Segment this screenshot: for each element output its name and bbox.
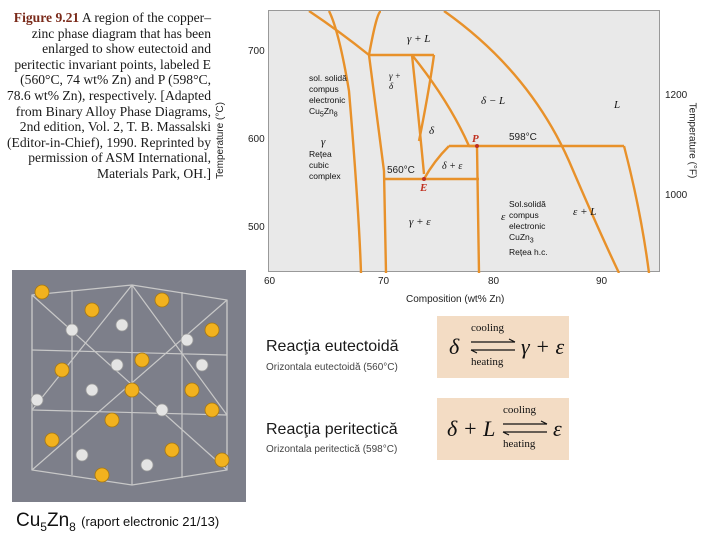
y-tick-600: 600 [248,134,265,145]
eutectoid-heating: heating [471,356,504,368]
gamma-liquidus-line [309,11,369,55]
eutectoid-left: δ [449,334,460,359]
peritectic-heating: heating [503,438,536,450]
caption-text: A region of the copper–zinc phase diagram that has been enlarged to show eutectoid and peritectic invariant points, labeled E (560°C, 74 wt% Zn) and P (598°C, 78.6 wt% Zn), respectively. [Adapted from Binary Alloy Phase Diagrams, 2nd edition, Vol. 2, T. B. Massalski (Editor-in-Chief), 1990. Reprinted by permission of ASM International, Materials Park, OH.] [6,10,211,181]
y-right-tick-1000: 1000 [665,190,688,201]
label-delta-L: δ − L [481,95,506,107]
y-axis-right-title: Temperature (°F) [686,102,698,179]
peritectic-subtitle: Orizontala peritectică (598°C) [266,444,398,455]
point-E-label: E [420,182,428,194]
eps-left-line [477,146,479,273]
x-tick-70: 70 [378,276,390,287]
peritectic-double-arrow [501,420,551,436]
figure-caption [6,10,211,182]
peritectic-equation-box [437,398,569,460]
gamma-note-lattice: Rețea cubic complex [309,149,341,181]
eutectoid-point-marker [422,177,426,181]
eutectoid-subtitle: Orizontala eutectoidă (560°C) [266,362,398,373]
formula-main: $Cu_5Zn_8$ [16,510,76,534]
x-axis-title: Composition (wt% Zn) [406,294,505,305]
label-delta-eps: δ + ε [442,161,463,172]
label-L: L [614,99,621,111]
point-P-label: P [472,133,479,145]
eutectoid-title: Reacţia eutectoidă [266,338,399,355]
gamma-top-line [369,11,381,55]
phase-boundaries [309,11,649,273]
phase-diagram [268,10,660,272]
figure-label: Figure 9.21 [13,10,80,25]
y-right-tick-1200: 1200 [665,90,688,101]
peritectic-right: ε [553,416,562,441]
eutectoid-double-arrow [469,338,519,354]
label-gamma: γ [321,136,326,148]
gamma-left-solvus-line [329,11,361,273]
eps-note: Sol.solidă compus electronic CuZn$_3$ Rețea h.c. [509,199,548,257]
formula-ratio: (raport electronic 21/13) [81,514,220,529]
phase-diagram-svg [269,11,661,273]
gamma-note: sol. solidă compus electronic $Cu_5Zn_8$ [309,73,347,119]
label-gamma-delta: γ + δ [389,71,401,91]
peritectic-left: δ + L [447,416,496,441]
eutectoid-equation-box [437,316,569,378]
peritectic-title: Reacţia peritectică [266,421,398,438]
y-tick-500: 500 [248,222,265,233]
label-560: 560°C [387,165,415,176]
eutectoid-cooling: cooling [471,322,504,334]
label-eps-L: ε + L [573,206,597,218]
gamma-right-solvus-line [369,55,386,273]
peritectic-cooling: cooling [503,404,536,416]
y-tick-700: 700 [248,46,265,57]
label-598: 598°C [509,132,537,143]
formula-caption [16,510,219,534]
crystal-structure-photo [12,270,246,502]
x-tick-90: 90 [596,276,608,287]
eutectoid-right: γ + ε [521,334,565,359]
x-tick-60: 60 [264,276,276,287]
delta-left-line [412,55,424,174]
eps-solidus-line [624,146,649,273]
label-gamma-L: γ + L [407,33,431,45]
label-delta: δ [429,125,435,137]
label-gamma-eps: γ + ε [409,216,431,228]
label-eps: ε [501,211,506,223]
x-tick-80: 80 [488,276,500,287]
y-axis-left-title: Temperature (°C) [214,102,226,179]
crystal-model-svg [12,270,246,502]
